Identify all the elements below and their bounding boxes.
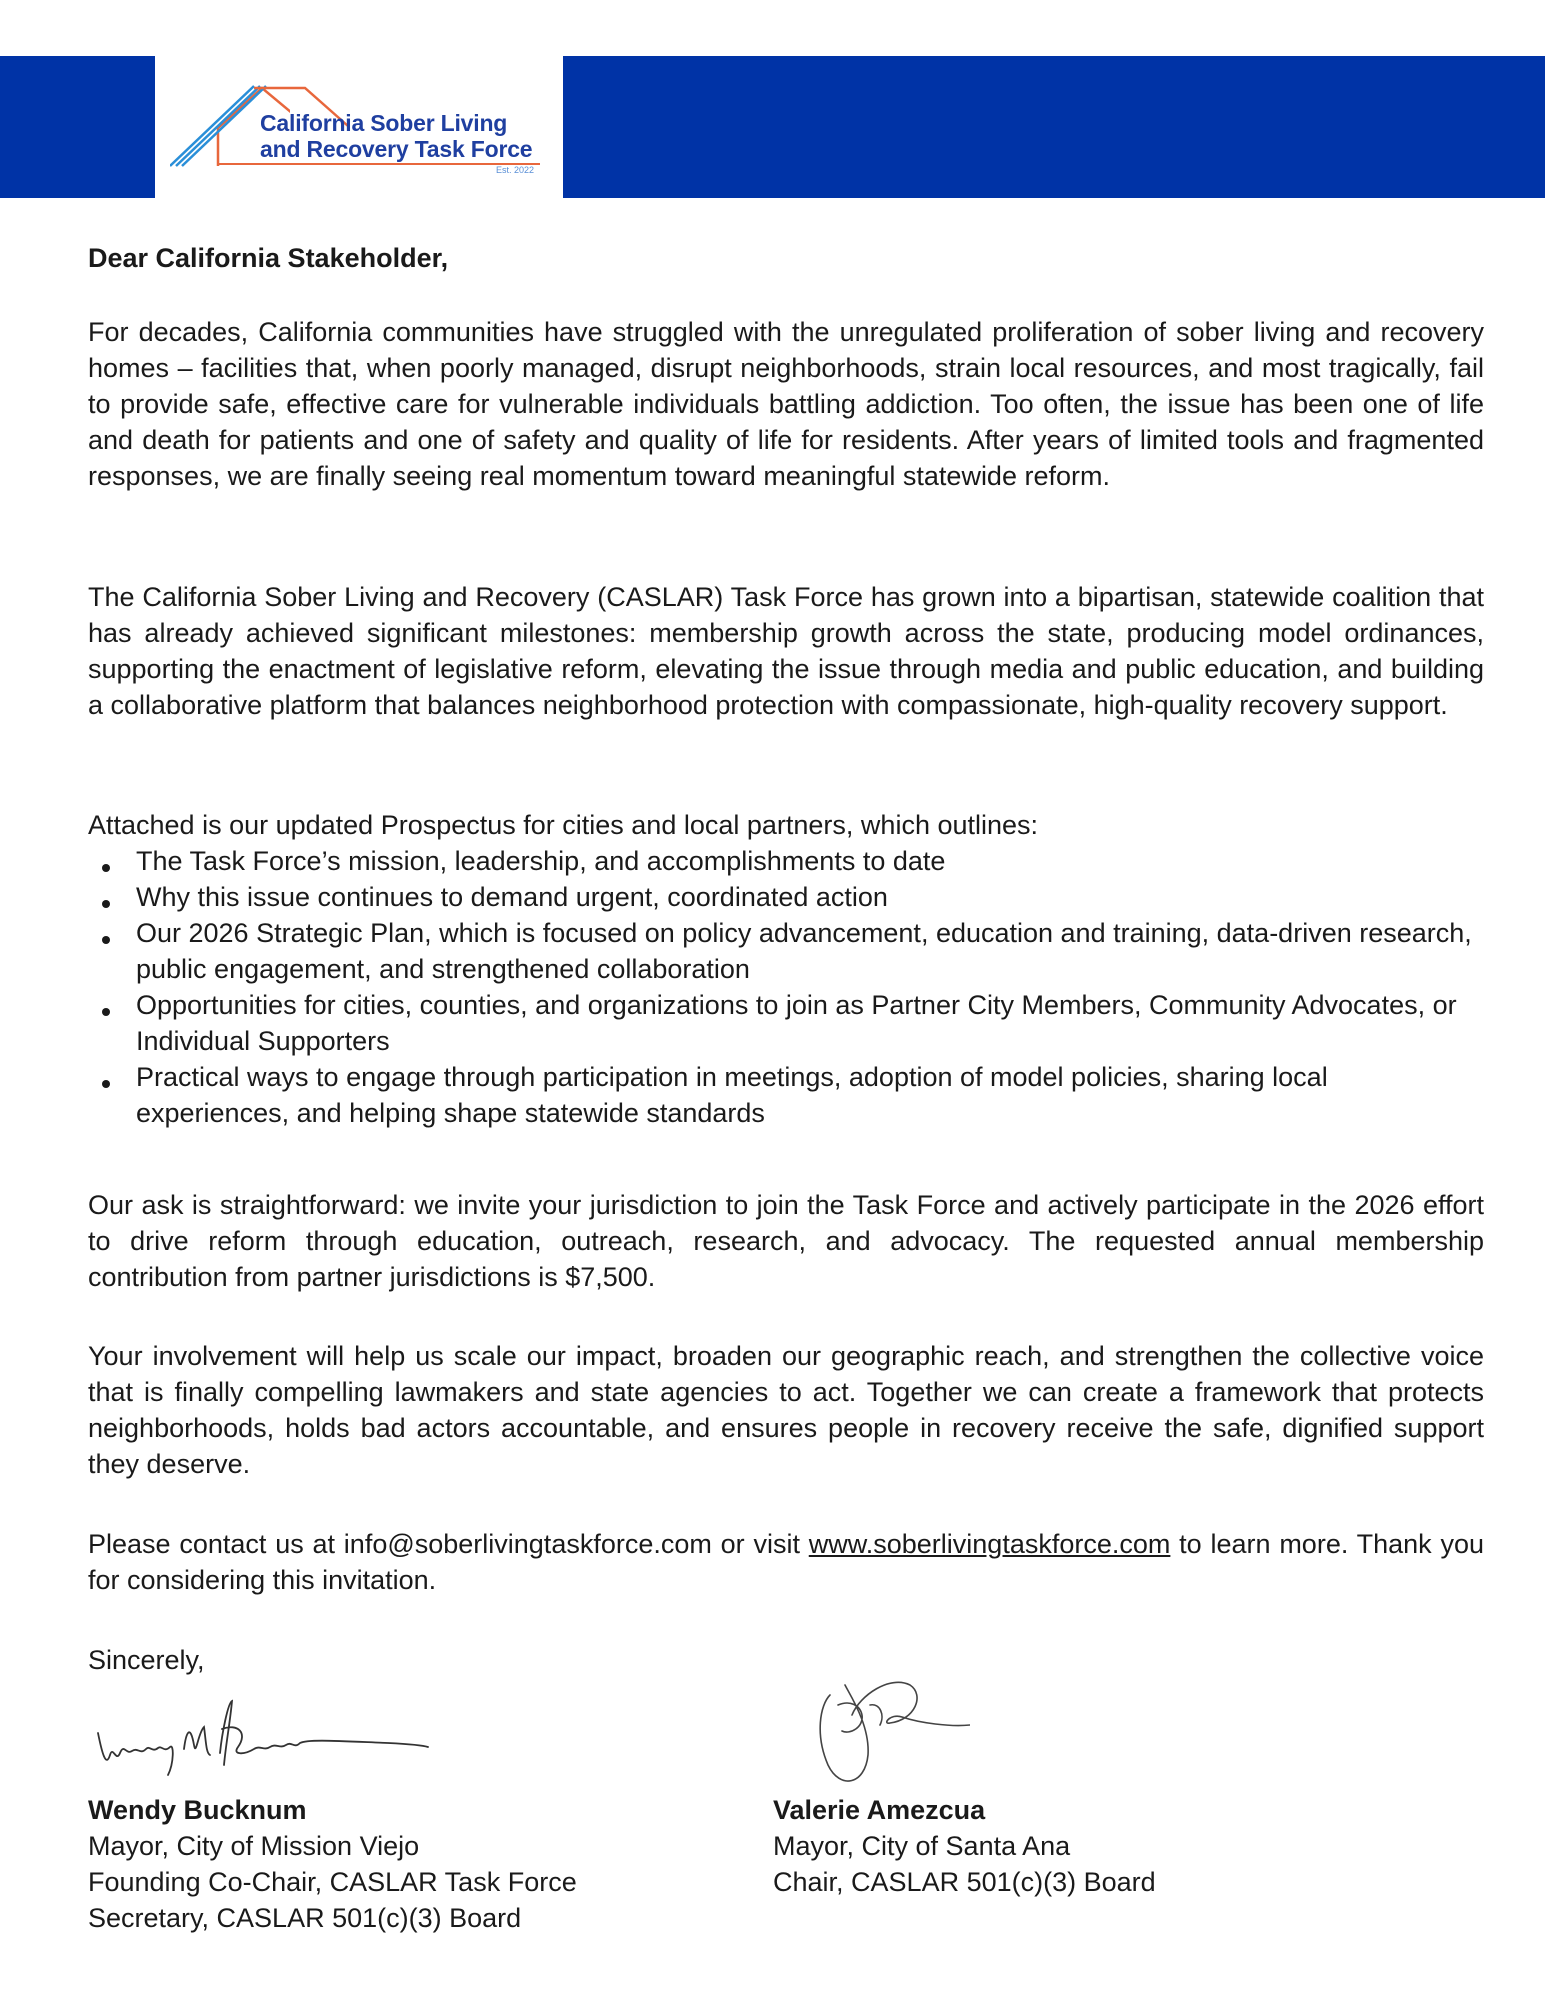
list-item: Why this issue continues to demand urgent, coordinated action: [88, 879, 1484, 915]
signer-title: Chair, CASLAR 501(c)(3) Board: [773, 1867, 1156, 1897]
paragraph-contact: [88, 1526, 1484, 1598]
logo-title-line1: California Sober Living: [260, 110, 508, 136]
website-link[interactable]: www.soberlivingtaskforce.com: [808, 1529, 1171, 1559]
signer-title: Mayor, City of Santa Ana: [773, 1831, 1071, 1861]
list-item: Opportunities for cities, counties, and organizations to join as Partner City Members, Community Advocates, or Individual Supporters: [88, 987, 1484, 1059]
header-banner-right: [563, 56, 1545, 198]
list-item: Practical ways to engage through participation in meetings, adoption of model policies, sharing local experiences, and helping shape statewide standards: [88, 1059, 1484, 1131]
signer-block-right: [773, 1792, 1156, 1900]
closing: Sincerely,: [88, 1645, 205, 1675]
list-item: The Task Force’s mission, leadership, and accomplishments to date: [88, 843, 1484, 879]
prospectus-section: [88, 807, 1484, 1131]
paragraph-involvement: Your involvement will help us scale our impact, broaden our geographic reach, and strengthen the collective voice that is finally compelling lawmakers and state agencies to act. Together we can create a framework that protects neighborhoods, holds bad actors accountable, and ensures people in recovery receive the safe, dignified support they deserve.: [88, 1341, 1484, 1479]
caslar-logo: [170, 78, 550, 183]
signer-title: Secretary, CASLAR 501(c)(3) Board: [88, 1903, 522, 1933]
paragraph-intro: For decades, California communities have struggled with the unregulated proliferation of sober living and recovery homes – facilities that, when poorly managed, disrupt neighborhoods, strain local resources, and most tragically, fail to provide safe, effective care for vulnerable individuals battling addiction. Too often, the issue has been one of life and death for patients and one of safety and quality of life for residents. After years of limited tools and fragmented responses, we are finally seeing real momentum toward meaningful statewide reform.: [88, 317, 1484, 491]
logo-title-line2: and Recovery Task Force: [260, 136, 533, 162]
paragraph-caslar-overview: The California Sober Living and Recovery (CASLAR) Task Force has grown into a bipartisan, statewide coalition that has already achieved significant milestones: membership growth across the state, producing model ordinances, supporting the enactment of legislative reform, elevating the issue through media and public education, and building a collaborative platform that balances neighborhood protection with compassionate, high-quality recovery support.: [88, 582, 1484, 720]
signer-block-left: [88, 1792, 577, 1936]
header-banner-left: [0, 56, 155, 198]
contact-text-end: to learn more. Thank you for considering this invitation.: [88, 1529, 1485, 1595]
signer-title: Mayor, City of Mission Viejo: [88, 1831, 420, 1861]
salutation: Dear California Stakeholder,: [88, 243, 449, 273]
list-item: Our 2026 Strategic Plan, which is focused on policy advancement, education and training, data-driven research, public engagement, and strengthened collaboration: [88, 915, 1484, 987]
prospectus-intro: Attached is our updated Prospectus for cities and local partners, which outlines:: [88, 810, 1039, 840]
signature-wendy-bucknum: [88, 1693, 433, 1793]
signer-name: Valerie Amezcua: [773, 1795, 986, 1825]
signer-name: Wendy Bucknum: [88, 1795, 307, 1825]
signer-title: Founding Co-Chair, CASLAR Task Force: [88, 1867, 577, 1897]
paragraph-ask: Our ask is straightforward: we invite your jurisdiction to join the Task Force and actively participate in the 2026 effort to drive reform through education, outreach, research, and advocacy. The requested annual membership contribution from partner jurisdictions is $7,500.: [88, 1190, 1484, 1292]
prospectus-list: [88, 843, 1484, 1131]
logo-established: Est. 2022: [496, 165, 535, 175]
signature-valerie-amezcua: [790, 1665, 970, 1795]
contact-text: Please contact us at info@soberlivingtaskforce.com or visit: [88, 1529, 809, 1559]
